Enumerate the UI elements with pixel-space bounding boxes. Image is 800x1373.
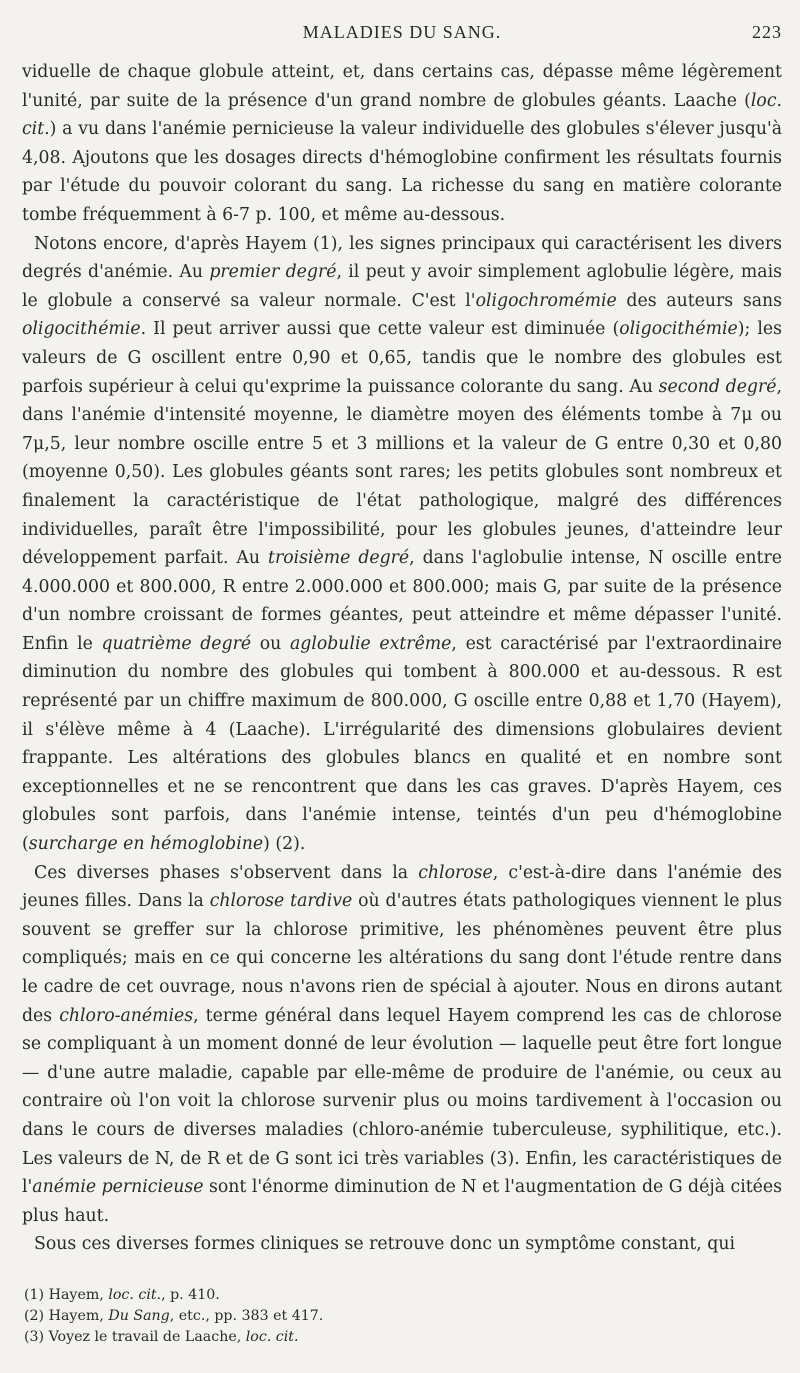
italic-term: Du Sang [108,1307,170,1324]
paragraph-4: Sous ces diverses formes cliniques se retrouve donc un symptôme constant, qui [34,1234,735,1255]
italic-term: loc. cit. [108,1286,162,1303]
paragraph-1: viduelle de chaque globule atteint, et, dans certains cas, dépasse même légèrement l'unité, par suite de la présence d'un grand nombre de globules géants. Laache (loc. cit.) a vu dans l'anémie pernicieuse la valeur individuelle des globules s'élever jusqu'à 4,08. Ajoutons que les dosages directs d'hémoglobine confirment les résultats fournis par l'étude du pouvoir colorant du sang. La richesse du sang en matière colorante tombe fréquemment à 6-7 p. 100, et même au-dessous. [22,62,782,225]
italic-term: chloro-anémies [59,1005,194,1026]
italic-term: troisième degré [268,548,410,569]
italic-term: anémie pernicieuse [32,1177,204,1198]
italic-term: loc. cit. [22,90,782,140]
italic-term: oligochromémie [475,290,617,311]
italic-term: chlorose tardive [209,891,353,912]
footnote-1: (1) Hayem, loc. cit., p. 410. [24,1286,220,1303]
italic-term: oligocithémie [22,319,141,340]
italic-term: quatrième degré [101,633,252,654]
italic-term: oligocithémie [619,319,738,340]
italic-term: second degré [658,376,777,397]
italic-term: chlorose [418,862,493,883]
italic-term: surcharge en hémoglobine [28,834,264,855]
footnote-3: (3) Voyez le travail de Laache, loc. cit. [24,1328,299,1345]
italic-term: loc. cit. [245,1328,299,1345]
body-text [22,58,782,1259]
italic-term: aglobulie extrême [289,633,452,654]
paragraph-2: Notons encore, d'après Hayem (1), les signes principaux qui caractérisent les divers degrés d'anémie. Au premier degré, il peut y avoir simplement aglobulie légère, mais le globule a conservé sa valeur normale. C'est l'oligochromémie des auteurs sans oligocithémie. Il peut arriver aussi que cette valeur est diminuée (oligocithémie); les valeurs de G oscillent entre 0,90 et 0,65, tandis que le nombre des globules est parfois supérieur à celui qu'exprime la puissance colorante du sang. Au second degré, dans l'anémie d'intensité moyenne, le diamètre moyen des éléments tombe à 7μ ou 7μ,5, leur nombre oscille entre 5 et 3 millions et la valeur de G entre 0,30 et 0,80 (moyenne 0,50). Les globules géants sont rares; les petits globules sont nombreux et finalement la caractéristique de l'état pathologique, malgré des différences individuelles, paraît être l'impossibilité, pour les globules jeunes, d'atteindre leur développement parfait. Au troisième degré, dans l'aglobulie intense, N oscille entre 4.000.000 et 800.000, R entre 2.000.000 et 800.000; mais G, par suite de la présence d'un nombre croissant de formes géantes, peut atteindre et même dépasser l'unité. Enfin le quatrième degré ou aglobulie extrême, est caractérisé par l'extraordinaire diminution du nombre des globules qui tombent à 800.000 et au-dessous. R est représenté par un chiffre maximum de 800.000, G oscille entre 0,88 et 1,70 (Hayem), il s'élève même à 4 (Laache). L'irrégularité des dimensions globulaires devient frappante. Les altérations des globules blancs en qualité et en nombre sont exceptionnelles et ne se rencontrent que dans les cas graves. D'après Hayem, ces globules sont parfois, dans l'anémie intense, teintés d'un peu d'hémoglobine (surcharge en hémoglobine) (2). [22,233,783,855]
footnotes [22,1285,782,1347]
running-head [22,22,782,50]
book-page [22,22,782,1348]
paragraph-3: Ces diverses phases s'observent dans la chlorose, c'est-à-dire dans l'anémie des jeunes filles. Dans la chlorose tardive où d'autres états pathologiques viennent le plus souvent se greffer sur la chlorose primitive, les phénomènes peuvent être plus compliqués; mais en ce qui concerne les altérations du sang dont l'étude rentre dans le cadre de cet ouvrage, nous n'avons rien de spécial à ajouter. Nous en dirons autant des chloro-anémies, terme général dans lequel Hayem comprend les cas de chlorose se compliquant à un moment donné de leur évolution — laquelle peut être fort longue — d'une autre maladie, capable par elle-même de produire de l'anémie, ou ceux au contraire où l'on voit la chlorose survenir plus ou moins tardivement à l'occasion ou dans le cours de diverses maladies (chloro-anémie tuberculeuse, syphilitique, etc.). Les valeurs de N, de R et de G sont ici très variables (3). Enfin, les caractéristiques de l'anémie pernicieuse sont l'énorme diminution de N et l'augmentation de G déjà citées plus haut. [22,862,783,1226]
running-title: MALADIES DU SANG. [302,22,502,42]
page-number: 223 [752,22,782,42]
footnote-2: (2) Hayem, Du Sang, etc., pp. 383 et 417. [24,1307,324,1324]
italic-term: premier degré [209,262,337,283]
